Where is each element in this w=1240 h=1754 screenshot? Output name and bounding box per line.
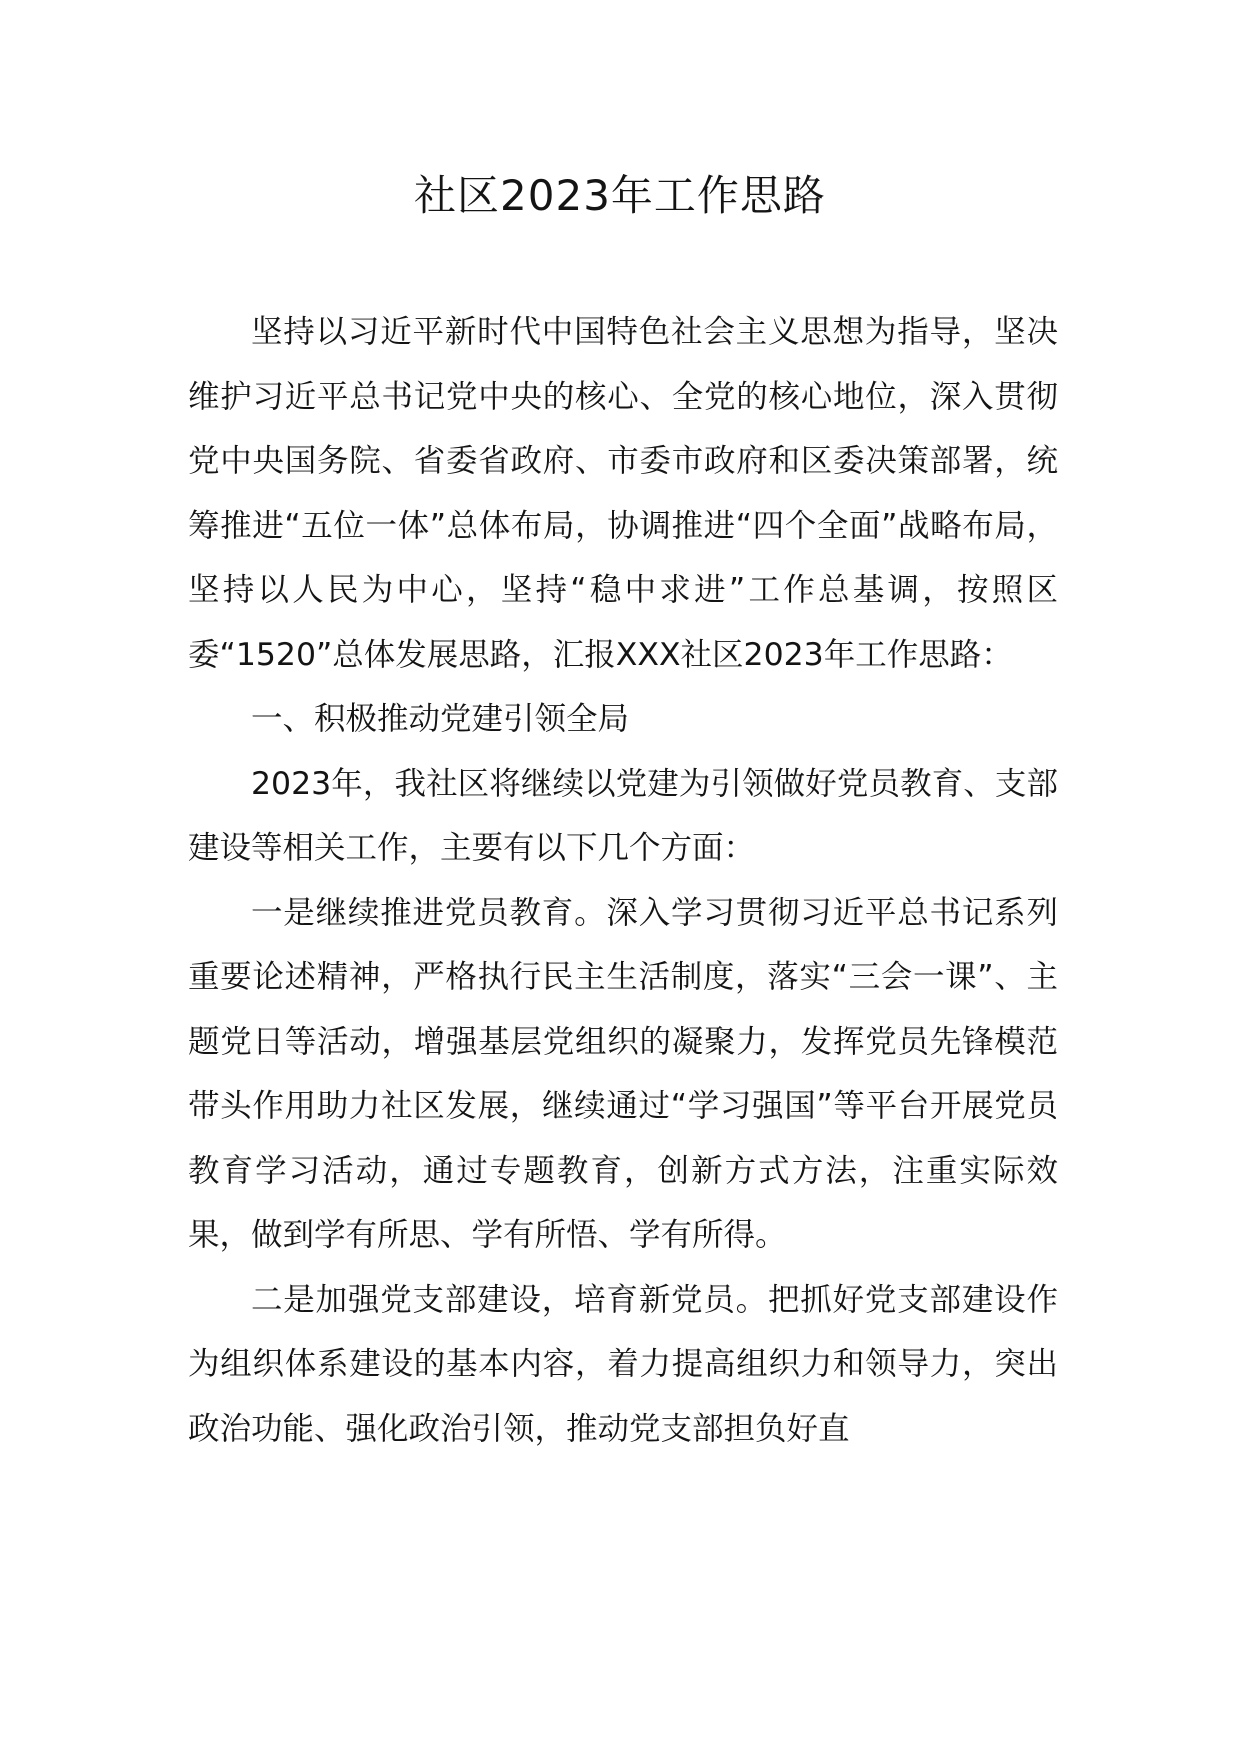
paragraph-party-education: 一是继续推进党员教育。深入学习贯彻习近平总书记系列重要论述精神，严格执行民主生活制度，落实“三会一课”、主题党日等活动，增强基层党组织的凝聚力，发挥党员先锋模范带头作用助力社区发展，继续通过“学习强国”等平台开展党员教育学习活动，通过专题教育，创新方式方法，注重实际效果，做到学有所思、学有所悟、学有所得。 [188, 894, 1058, 1253]
paragraph-branch-building: 二是加强党支部建设，培育新党员。把抓好党支部建设作为组织体系建设的基本内容，着力提高组织力和领导力，突出政治功能、强化政治引领，推动党支部担负好直 [188, 1281, 1058, 1447]
paragraph-section-1-intro: 2023年，我社区将继续以党建为引领做好党员教育、支部建设等相关工作，主要有以下几个方面： [188, 765, 1058, 866]
document-title: 社区2023年工作思路 [414, 171, 826, 220]
section-heading-1: 一、积极推动党建引领全局 [251, 701, 630, 737]
paragraph-intro: 坚持以习近平新时代中国特色社会主义思想为指导，坚决维护习近平总书记党中央的核心、全党的核心地位，深入贯彻党中央国务院、省委省政府、市委市政府和区委决策部署，统筹推进“五位一体”总体布局，协调推进“四个全面”战略布局，坚持以人民为中心，坚持“稳中求进”工作总基调，按照区委“1520”总体发展思路，汇报XXX社区2023年工作思路： [188, 314, 1058, 673]
document-body [188, 300, 1058, 1461]
